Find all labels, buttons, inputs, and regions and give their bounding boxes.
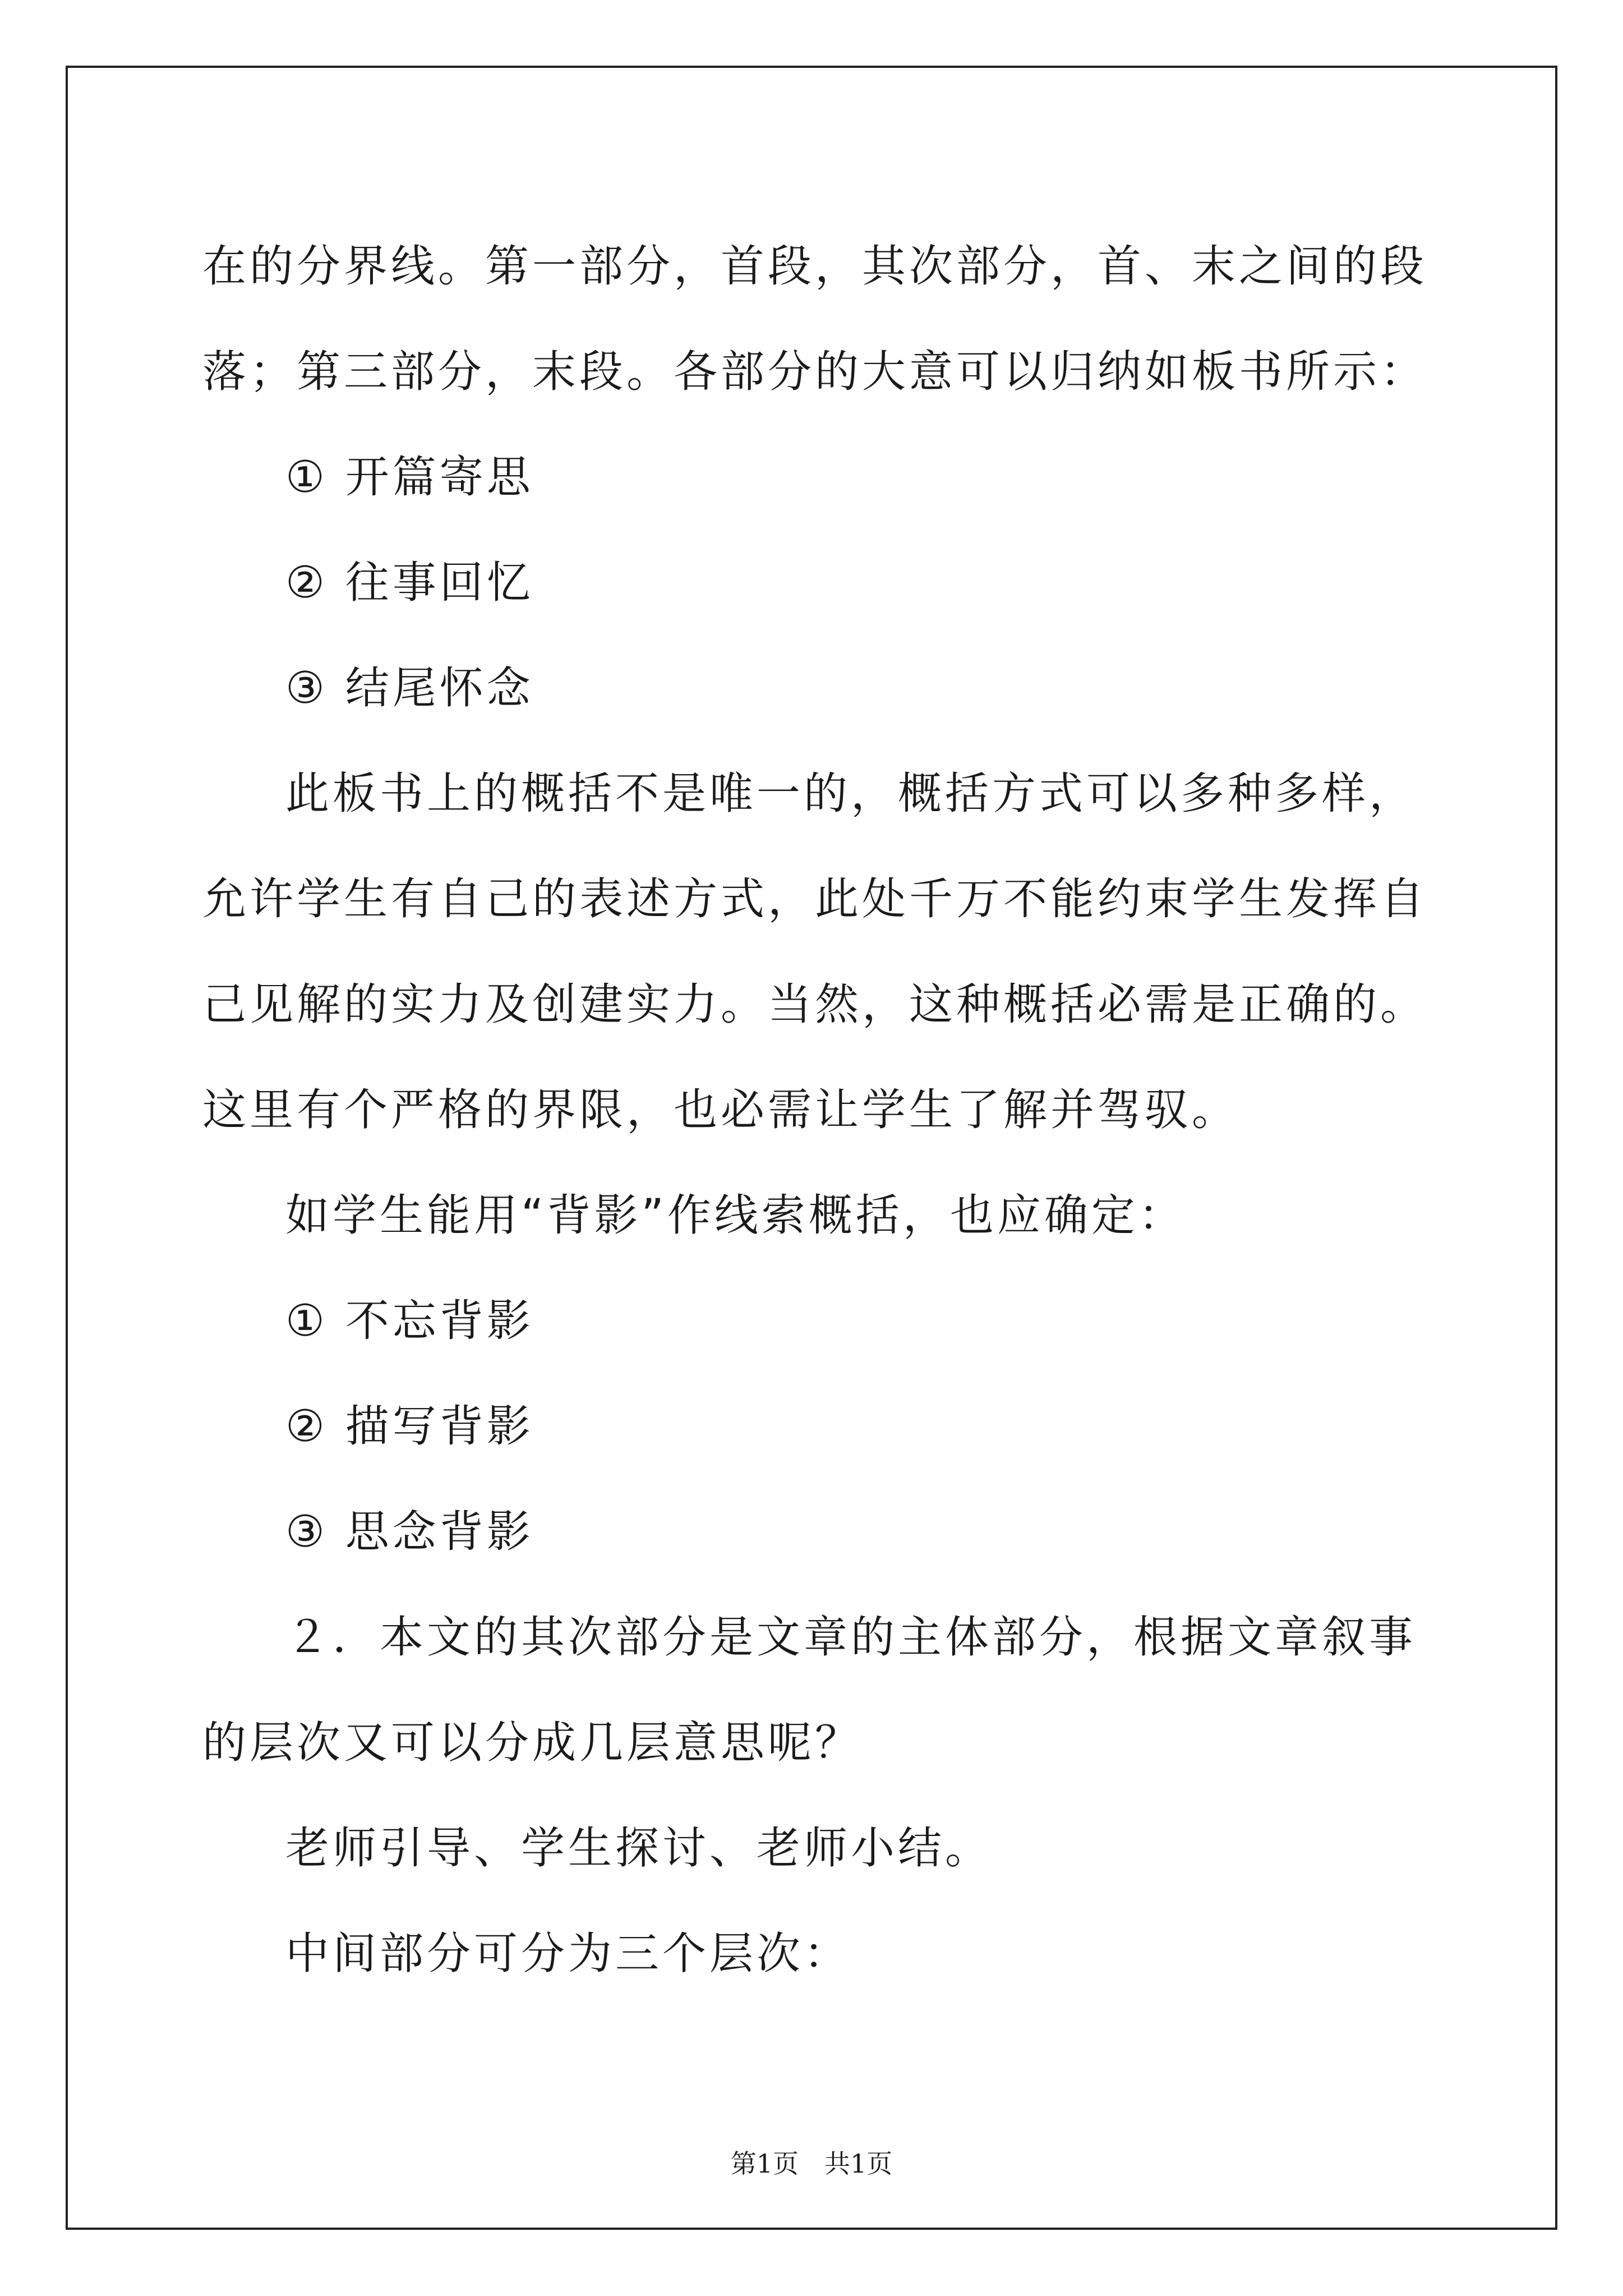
paragraph-clue: 如学生能用“背影”作线索概括，也应确定： [285, 1190, 1186, 1241]
list-item-1: ① 开篇寄思 [285, 452, 534, 503]
paragraph-layers: 中间部分可分为三个层次： [285, 1929, 851, 1979]
paragraph-summary-note: 此板书上的概括不是唯一的，概括方式可以多种多样，允许学生有自己的表述方式，此处千万不能约束学生发挥自己见解的实力及创建实力。当然，这种概括必需是正确的。这里有个严格的界限，也必需让学生了解并驾驭。 [202, 769, 1428, 1135]
list-item-4: ① 不忘背影 [285, 1296, 534, 1346]
list-item-5: ② 描写背影 [285, 1401, 534, 1452]
page-footer: 第1页 共1页 [730, 2148, 893, 2179]
page-content [68, 68, 1555, 2228]
list-item-3: ③ 结尾怀念 [285, 663, 534, 714]
list-item-6: ③ 思念背影 [285, 1507, 534, 1557]
paragraph-guidance: 老师引导、学生探讨、老师小结。 [285, 1823, 993, 1874]
list-item-2: ② 往事回忆 [285, 558, 534, 608]
page-border [66, 66, 1557, 2230]
paragraph-intro: 在的分界线。第一部分，首段，其次部分，首、末之间的段落；第三部分，末段。各部分的大意可以归纳如板书所示： [202, 241, 1428, 397]
paragraph-question-2: ２．本文的其次部分是文章的主体部分，根据文章叙事的层次又可以分成几层意思呢？ [202, 1612, 1417, 1768]
